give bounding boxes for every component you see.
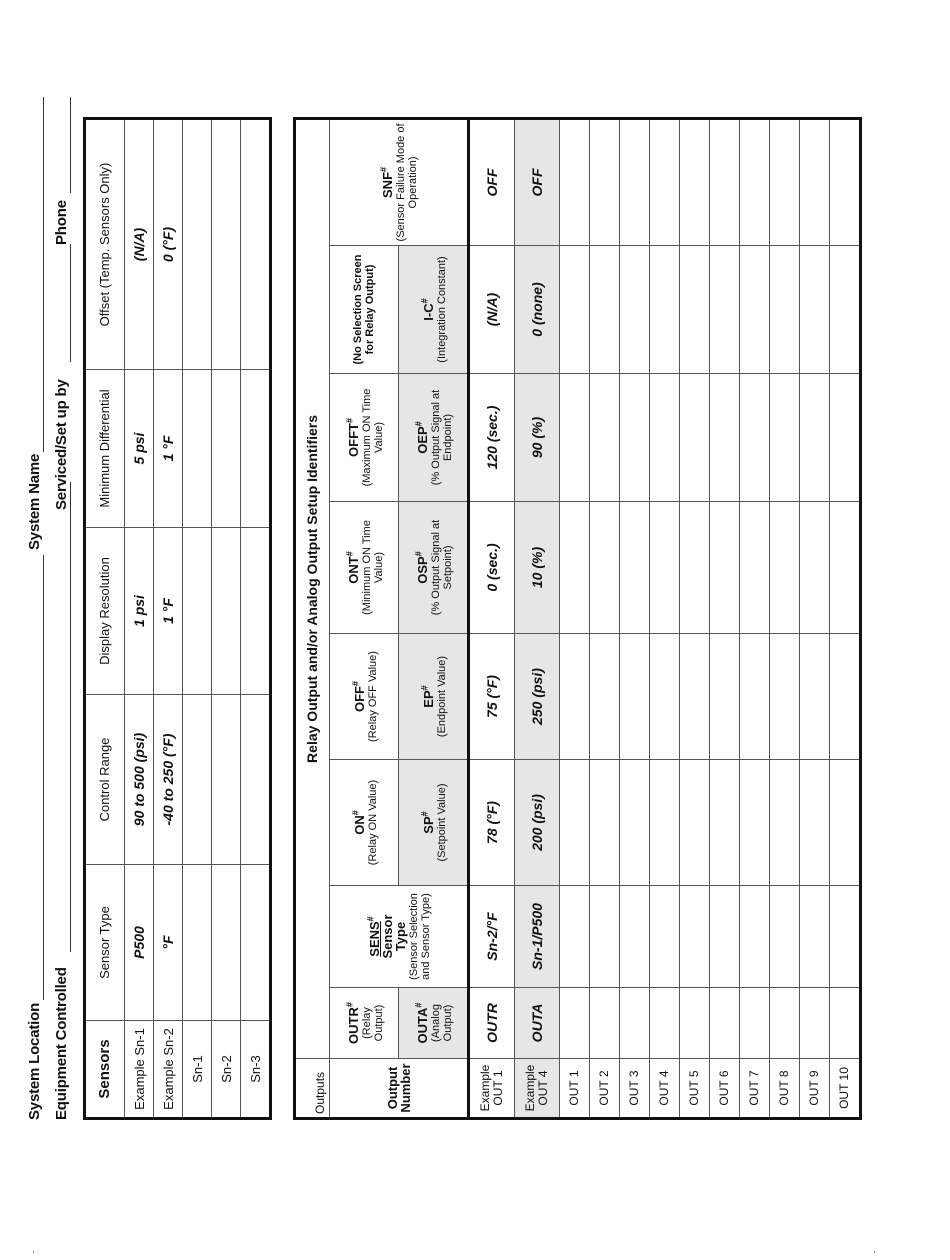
system-name-label: System Name [26,453,43,550]
sensor-cell[interactable] [241,865,271,1021]
relay-header-sup: # [344,551,355,557]
sensor-cell[interactable] [183,865,212,1021]
sensor-cell[interactable]: 5 psi [125,370,154,528]
sensors-col-header: Display Resolution [85,528,125,695]
sensor-row [241,119,271,1119]
sensors-header-row [85,119,125,1119]
sensors-col-header: Control Range [85,695,125,865]
output-cell[interactable] [830,374,861,502]
output-row-label: OUT 4 [650,1059,680,1119]
sensor-cell[interactable]: 1 psi [125,528,154,695]
output-row-label: OUT 7 [740,1059,770,1119]
outputs-label: Outputs [295,1059,330,1119]
output-cell[interactable] [740,988,770,1059]
output-cell[interactable] [710,502,740,634]
sensor-cell[interactable] [183,119,212,370]
output-row-label: OUT 1 [560,1059,590,1119]
analog-header-desc: (Setpoint Value) [435,783,448,862]
equipment-controlled-line[interactable] [70,482,71,952]
output-cell[interactable] [830,988,861,1059]
relay-header-code: ON [351,815,367,835]
analog-header-code-wrap [415,421,430,453]
sensor-cell[interactable]: °F [154,865,183,1021]
sensor-row [212,119,241,1119]
output-cell[interactable] [770,988,800,1059]
output-row [620,118,650,1118]
output-cell[interactable] [680,374,710,502]
output-cell[interactable] [800,634,830,760]
output-cell[interactable]: 200 (psi) [515,760,560,886]
outr-code: OUTR [345,1007,361,1044]
output-cell[interactable] [680,988,710,1059]
output-cell[interactable] [590,988,620,1059]
sensor-row-label: Example Sn-2 [154,1021,183,1119]
output-cell[interactable]: 0 (sec.) [469,502,515,634]
analog-header-code: EP [420,690,436,708]
output-cell[interactable] [620,246,650,374]
output-cell[interactable] [590,118,620,245]
output-cell[interactable] [770,886,800,988]
analog-header-code: OSP [414,556,430,584]
output-cell[interactable] [740,246,770,374]
snf-sup: # [378,166,389,172]
analog-header [399,502,469,634]
relay-header-desc: (Relay OFF Value) [366,651,379,742]
sensors-col-header: Sensor Type [85,865,125,1021]
output-cell[interactable] [710,634,740,760]
output-row [800,118,830,1118]
sensors-col-header: Offset (Temp. Sensors Only) [85,119,125,370]
sensor-cell[interactable]: 0 (°F) [154,119,183,370]
analog-header-sup: # [419,811,430,817]
output-cell[interactable] [770,246,800,374]
output-cell[interactable]: 250 (psi) [515,634,560,760]
output-cell[interactable]: (N/A) [469,246,515,374]
relay-header-code: OFF [351,686,367,713]
output-cell[interactable] [590,502,620,634]
outa-code: OUTA [414,1007,430,1044]
output-cell[interactable] [710,886,740,988]
output-cell[interactable] [590,246,620,374]
output-cell[interactable] [680,760,710,886]
relay-header-sup: # [344,418,355,424]
sensor-cell[interactable]: P500 [125,865,154,1021]
output-cell[interactable] [740,886,770,988]
output-cell[interactable] [680,886,710,988]
output-row-label: OUT 2 [590,1059,620,1119]
analog-header-sup: # [419,298,430,304]
analog-header [399,246,469,374]
sensor-row-label: Sn-2 [212,1021,241,1119]
output-cell[interactable] [740,502,770,634]
output-cell[interactable] [560,886,590,988]
output-cell[interactable] [680,502,710,634]
output-cell[interactable] [800,502,830,634]
output-cell[interactable] [830,886,861,988]
output-cell[interactable]: Sn-1/P500 [515,886,560,988]
output-row [590,118,620,1118]
output-cell[interactable]: OFF [469,118,515,245]
analog-header-code-wrap [415,551,430,583]
output-cell[interactable] [800,246,830,374]
relay-header-desc: (Minimum ON Time Value) [360,520,385,615]
analog-header-desc: (% Output Signal at Setpoint) [429,519,454,616]
outr-header [330,988,399,1059]
output-cell[interactable] [770,118,800,245]
output-cell[interactable] [770,634,800,760]
sens-code: SENS [367,921,383,957]
analog-header-sup: # [413,421,424,427]
outa-desc: (Analog Output) [429,1004,454,1042]
outr-code-wrap [346,1002,361,1044]
output-cell[interactable] [560,634,590,760]
relay-header-desc: (No Selection Screen for Relay Output) [352,254,376,365]
output-cell[interactable] [680,634,710,760]
relay-header-desc: (Relay ON Value) [366,779,379,866]
output-row-label: Example OUT 1 [469,1059,515,1119]
relay-header-code: OFFT [345,423,361,457]
sens-header [330,886,469,988]
output-cell[interactable] [650,502,680,634]
relay-header [330,374,399,502]
output-cell[interactable] [560,760,590,886]
output-cell[interactable] [710,988,740,1059]
relay-header-code-wrap [352,810,367,835]
sensor-cell[interactable] [212,865,241,1021]
sensor-row-label: Sn-1 [183,1021,212,1119]
output-cell[interactable] [590,634,620,760]
output-cell[interactable] [710,374,740,502]
relay-header-sup: # [350,810,361,816]
output-cell[interactable] [560,374,590,502]
output-cell[interactable] [710,246,740,374]
analog-header-code: OEP [414,426,430,454]
output-row [650,118,680,1118]
output-row [770,118,800,1118]
analog-header-code-wrap [421,811,436,833]
output-cell[interactable]: 75 (°F) [469,634,515,760]
output-cell[interactable] [620,634,650,760]
sensor-cell[interactable] [212,695,241,865]
output-cell[interactable] [560,246,590,374]
sensor-row-label: Sn-3 [241,1021,271,1119]
outputs-title: Relay Output and/or Analog Output Setup Identifiers [295,118,330,1058]
outa-sup: # [413,1002,424,1008]
sensor-cell[interactable] [212,528,241,695]
output-cell[interactable] [650,246,680,374]
sens-line3: Type [393,921,409,952]
output-row-label: OUT 5 [680,1059,710,1119]
corner-mark [874,1251,875,1253]
analog-header-desc: (% Output Signal at Endpoint) [429,389,454,486]
sensor-row-label: Example Sn-1 [125,1021,154,1119]
output-cell[interactable] [680,246,710,374]
output-cell[interactable] [800,886,830,988]
sensor-cell[interactable] [241,119,271,370]
system-name-line[interactable] [43,97,44,452]
output-cell[interactable] [710,760,740,886]
output-row [560,118,590,1118]
analog-header-code: I-C [420,303,436,321]
output-cell[interactable]: OUTR [469,988,515,1059]
sensor-cell[interactable] [183,695,212,865]
relay-header-row [330,118,399,1118]
output-cell[interactable] [650,118,680,245]
sensor-cell[interactable]: 90 to 500 (psi) [125,695,154,865]
output-row [710,118,740,1118]
output-cell[interactable] [620,374,650,502]
output-cell[interactable] [560,502,590,634]
sensor-cell[interactable]: (N/A) [125,119,154,370]
analog-header-sup: # [419,685,430,691]
outr-desc: (Relay Output) [360,1004,385,1042]
relay-header-code-wrap [352,681,367,712]
analog-header-sup: # [413,551,424,557]
output-cell[interactable] [590,760,620,886]
output-cell[interactable] [620,760,650,886]
output-cell[interactable] [650,760,680,886]
relay-header-code: ONT [345,556,361,584]
phone-line[interactable] [70,97,71,193]
output-cell[interactable] [560,118,590,245]
output-cell[interactable] [650,374,680,502]
output-cell[interactable] [740,374,770,502]
output-row [680,118,710,1118]
snf-code-wrap [380,167,395,198]
relay-header [330,502,399,634]
output-cell[interactable] [830,246,861,374]
sensor-cell[interactable] [183,528,212,695]
output-cell[interactable] [830,118,861,245]
output-cell[interactable]: Sn-2/°F [469,886,515,988]
output-cell[interactable] [740,118,770,245]
sens-sup: # [365,916,376,922]
sensor-cell[interactable] [241,528,271,695]
output-row-label: OUT 6 [710,1059,740,1119]
output-cell[interactable] [800,374,830,502]
sensors-col-header: Sensors [85,1021,125,1119]
sensor-cell[interactable] [241,695,271,865]
output-cell[interactable] [770,374,800,502]
output-cell[interactable] [620,502,650,634]
relay-header-code-wrap [346,418,361,457]
output-number-header: Output Number [330,1059,469,1119]
output-cell[interactable] [770,760,800,886]
corner-mark [33,1251,34,1253]
relay-header [330,634,399,760]
output-row-label: OUT 10 [830,1059,861,1119]
output-cell[interactable] [830,760,861,886]
output-cell[interactable] [560,988,590,1059]
output-cell[interactable] [680,118,710,245]
output-cell[interactable] [620,118,650,245]
analog-header-desc: (Integration Constant) [435,256,448,363]
sens-line2: Sensor [380,914,396,959]
output-cell[interactable] [590,374,620,502]
sensor-cell[interactable]: -40 to 250 (°F) [154,695,183,865]
analog-header [399,634,469,760]
output-cell[interactable]: 10 (%) [515,502,560,634]
outputs-table [293,117,862,1120]
output-cell[interactable] [620,886,650,988]
output-cell[interactable] [710,118,740,245]
output-cell[interactable] [650,634,680,760]
sensor-cell[interactable] [212,119,241,370]
output-row [740,118,770,1118]
sensor-row [125,119,154,1119]
phone-label: Phone [53,200,70,245]
output-row-label: OUT 3 [620,1059,650,1119]
output-row-label: OUT 9 [800,1059,830,1119]
output-cell[interactable]: OFF [515,118,560,245]
sensors-col-header: Minimum Differential [85,370,125,528]
analog-header-code-wrap [421,298,436,320]
output-row [469,118,515,1118]
relay-header [330,246,399,374]
outputs-title-row [295,118,330,1118]
snf-header [330,118,469,245]
output-cell[interactable]: 90 (%) [515,374,560,502]
analog-header-code-wrap [421,685,436,707]
analog-header-desc: (Endpoint Value) [435,655,448,738]
output-cell[interactable] [650,886,680,988]
relay-header-desc: (Maximum ON Time Value) [360,388,385,487]
output-row-label: Example OUT 4 [515,1059,560,1119]
outr-sup: # [344,1002,355,1008]
output-cell[interactable] [800,988,830,1059]
relay-header [330,760,399,886]
output-cell[interactable]: 78 (°F) [469,760,515,886]
analog-header [399,374,469,502]
output-cell[interactable]: OUTA [515,988,560,1059]
output-cell[interactable]: 120 (sec.) [469,374,515,502]
sensor-cell[interactable] [183,370,212,528]
sensor-cell[interactable] [241,370,271,528]
output-row [830,118,861,1118]
output-cell[interactable] [650,988,680,1059]
snf-desc: (Sensor Failure Mode of Operation) [395,123,420,242]
sensor-cell[interactable] [212,370,241,528]
output-cell[interactable] [740,634,770,760]
output-cell[interactable] [830,502,861,634]
output-cell[interactable] [590,886,620,988]
analog-header [399,760,469,886]
output-cell[interactable] [830,634,861,760]
output-cell[interactable]: 0 (none) [515,246,560,374]
sensors-table [83,117,272,1120]
relay-header-code-wrap [346,551,361,583]
output-row [515,118,560,1118]
system-location-label: System Location [26,1002,43,1120]
equipment-controlled-label: Equipment Controlled [53,967,70,1120]
output-cell[interactable] [800,760,830,886]
output-cell[interactable] [770,502,800,634]
sens-desc: (Sensor Selection and Sensor Type) [408,893,433,980]
sensor-cell[interactable]: 1 °F [154,370,183,528]
sensor-row [183,119,212,1119]
outa-header [399,988,469,1059]
output-cell[interactable] [740,760,770,886]
snf-code: SNF [380,171,396,198]
outa-code-wrap [415,1003,430,1044]
output-cell[interactable] [800,118,830,245]
relay-header-sup: # [350,681,361,687]
system-location-line[interactable] [43,555,44,1000]
output-row-label: OUT 8 [770,1059,800,1119]
serviced-set-up-by-label: Serviced/Set up by [53,379,70,510]
sensor-cell[interactable]: 1 °F [154,528,183,695]
output-cell[interactable] [620,988,650,1059]
serviced-set-up-by-line[interactable] [70,244,71,362]
sensor-row [154,119,183,1119]
analog-header-code: SP [420,816,436,834]
